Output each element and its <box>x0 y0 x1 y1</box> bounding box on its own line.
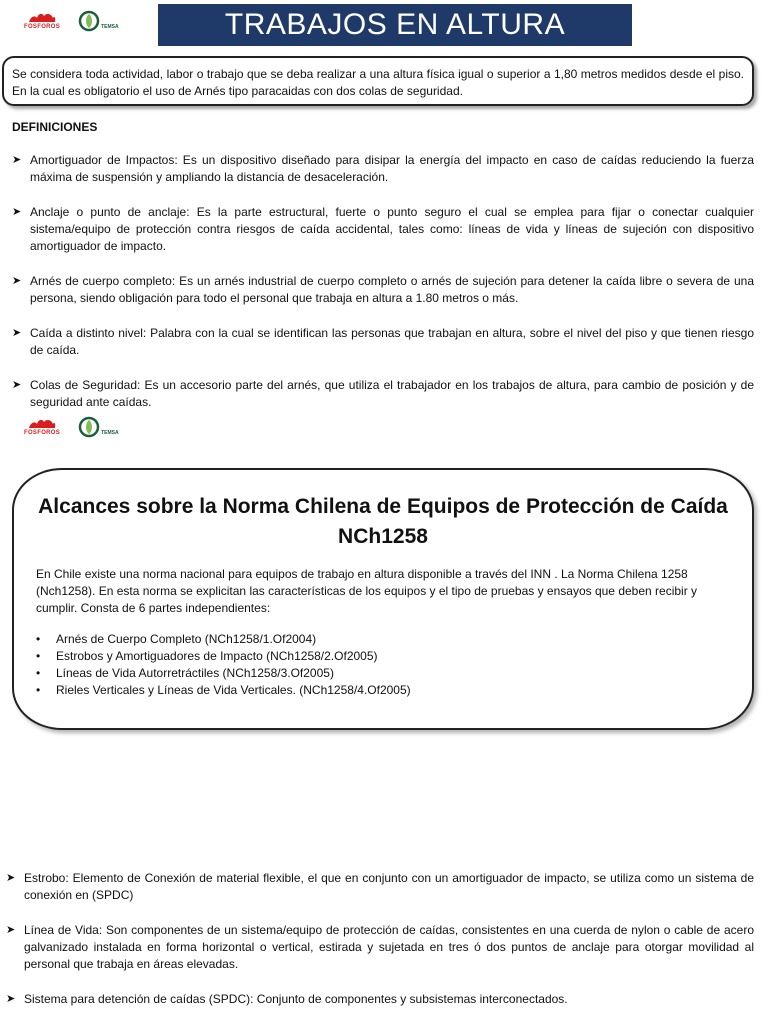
bullet-dot-icon: • <box>36 632 41 646</box>
norm-part-text: Rieles Verticales y Líneas de Vida Verticales. (NCh1258/4.Of2005) <box>56 683 411 697</box>
definition-item <box>12 204 754 255</box>
arrow-bullet-icon: ➤ <box>6 924 16 936</box>
norm-box <box>12 468 754 730</box>
bullet-dot-icon: • <box>36 666 41 680</box>
definitions-list <box>12 152 754 429</box>
norm-part-text: Arnés de Cuerpo Completo (NCh1258/1.Of2004) <box>56 632 317 646</box>
definition-item <box>6 870 754 904</box>
arrow-bullet-icon: ➤ <box>12 206 22 218</box>
definition-text: Línea de Vida: Son componentes de un sistema/equipo de protección de caídas, consistentes en una cuerda de nylon o cable de acero galvanizado instalada en forma horizontal o vertical, estirada y sujetada en tres ó dos puntos de anclaje para otorgar movilidad al personal que trabaja en áreas elevadas. <box>24 923 754 971</box>
arrow-bullet-icon: ➤ <box>12 327 22 339</box>
norm-part-item <box>36 631 730 648</box>
definition-text: Anclaje o punto de anclaje: Es la parte estructural, fuerte o punto seguro el cual se emplea para fijar o conectar cualquier sistema/equipo de protección contra riesgos de caída accidental, tales como: líneas de vida y líneas de sujeción con dispositivo amortiguador de impacto. <box>30 205 754 253</box>
definition-text: Estrobo: Elemento de Conexión de material flexible, el que en conjunto con un amortiguador de impacto, se utiliza como un sistema de conexión en (SPDC) <box>24 871 754 902</box>
temsa-leaf-icon <box>78 416 100 438</box>
definition-text: Amortiguador de Impactos: Es un dispositivo diseñado para disipar la energía del impacto en caso de caídas reduciendo la fuerza máxima de suspensión y ampliando la distancia de desaceleración. <box>30 153 754 184</box>
logo-group-top <box>24 10 119 32</box>
fosforos-logo <box>24 10 60 30</box>
norm-part-text: Líneas de Vida Autorretráctiles (NCh1258/3.Of2005) <box>56 666 334 680</box>
definition-text: Sistema para detención de caídas (SPDC): Conjunto de componentes y subsistemas interconectados. <box>24 992 568 1006</box>
arrow-bullet-icon: ➤ <box>12 154 22 166</box>
temsa-text: TEMSA <box>101 430 119 436</box>
fosforos-flame-icon <box>25 10 59 24</box>
page-title: TRABAJOS EN ALTURA <box>224 8 566 41</box>
definition-item <box>12 152 754 186</box>
norm-part-item <box>36 665 730 682</box>
arrow-bullet-icon: ➤ <box>12 379 22 391</box>
arrow-bullet-icon: ➤ <box>12 275 22 287</box>
definition-item <box>6 991 754 1008</box>
arrow-bullet-icon: ➤ <box>6 993 16 1005</box>
norm-parts-list <box>36 631 730 699</box>
page-title-bar <box>158 4 632 46</box>
bullet-dot-icon: • <box>36 649 41 663</box>
definition-text: Colas de Seguridad: Es un accesorio parte del arnés, que utiliza el trabajador en los trabajos de altura, para cambio de posición y de seguridad ante caídas. <box>30 378 754 409</box>
norm-part-item <box>36 648 730 665</box>
fosforos-text: FOSFOROS <box>24 430 61 436</box>
definition-item <box>12 273 754 307</box>
fosforos-flame-icon <box>25 416 59 430</box>
norm-part-text: Estrobos y Amortiguadores de Impacto (NCh1258/2.Of2005) <box>56 649 378 663</box>
arrow-bullet-icon: ➤ <box>6 872 16 884</box>
temsa-logo <box>78 416 119 438</box>
temsa-leaf-icon <box>78 10 100 32</box>
definition-text: Caída a distinto nivel: Palabra con la cual se identifican las personas que trabajan en altura, sobre el nivel del piso y que tienen riesgo de caída. <box>30 326 754 357</box>
fosforos-logo <box>24 416 60 436</box>
intro-box: Se considera toda actividad, labor o trabajo que se deba realizar a una altura física igual o superior a 1,80 metros medidos desde el piso. En la cual es obligatorio el uso de Arnés tipo paracaidas con dos colas de seguridad. <box>2 56 754 106</box>
logo-group-middle <box>24 416 119 438</box>
definitions-heading: DEFINICIONES <box>12 120 98 134</box>
norm-part-item <box>36 682 730 699</box>
norm-text: En Chile existe una norma nacional para equipos de trabajo en altura disponible a través del INN . La Norma Chilena 1258 (Nch1258). En esta norma se explicitan las características de los equipos y el tipo de pruebas y ensayos que deben recibir y cumplir. Consta de 6 partes independientes: <box>36 567 698 615</box>
fosforos-text: FOSFOROS <box>24 24 61 30</box>
definition-item <box>12 377 754 411</box>
definition-item <box>6 922 754 973</box>
definitions-list-2 <box>6 870 754 1026</box>
definition-text: Arnés de cuerpo completo: Es un arnés industrial de cuerpo completo o arnés de sujeción para detener la caída libre o severa de una persona, siendo obligación para todo el personal que trabaja en altura a 1.80 metros o más. <box>30 274 754 305</box>
definition-item <box>12 325 754 359</box>
norm-title: Alcances sobre la Norma Chilena de Equipos de Protección de Caída NCh1258 <box>38 495 728 548</box>
temsa-logo <box>78 10 119 32</box>
bullet-dot-icon: • <box>36 683 41 697</box>
temsa-text: TEMSA <box>101 24 119 30</box>
